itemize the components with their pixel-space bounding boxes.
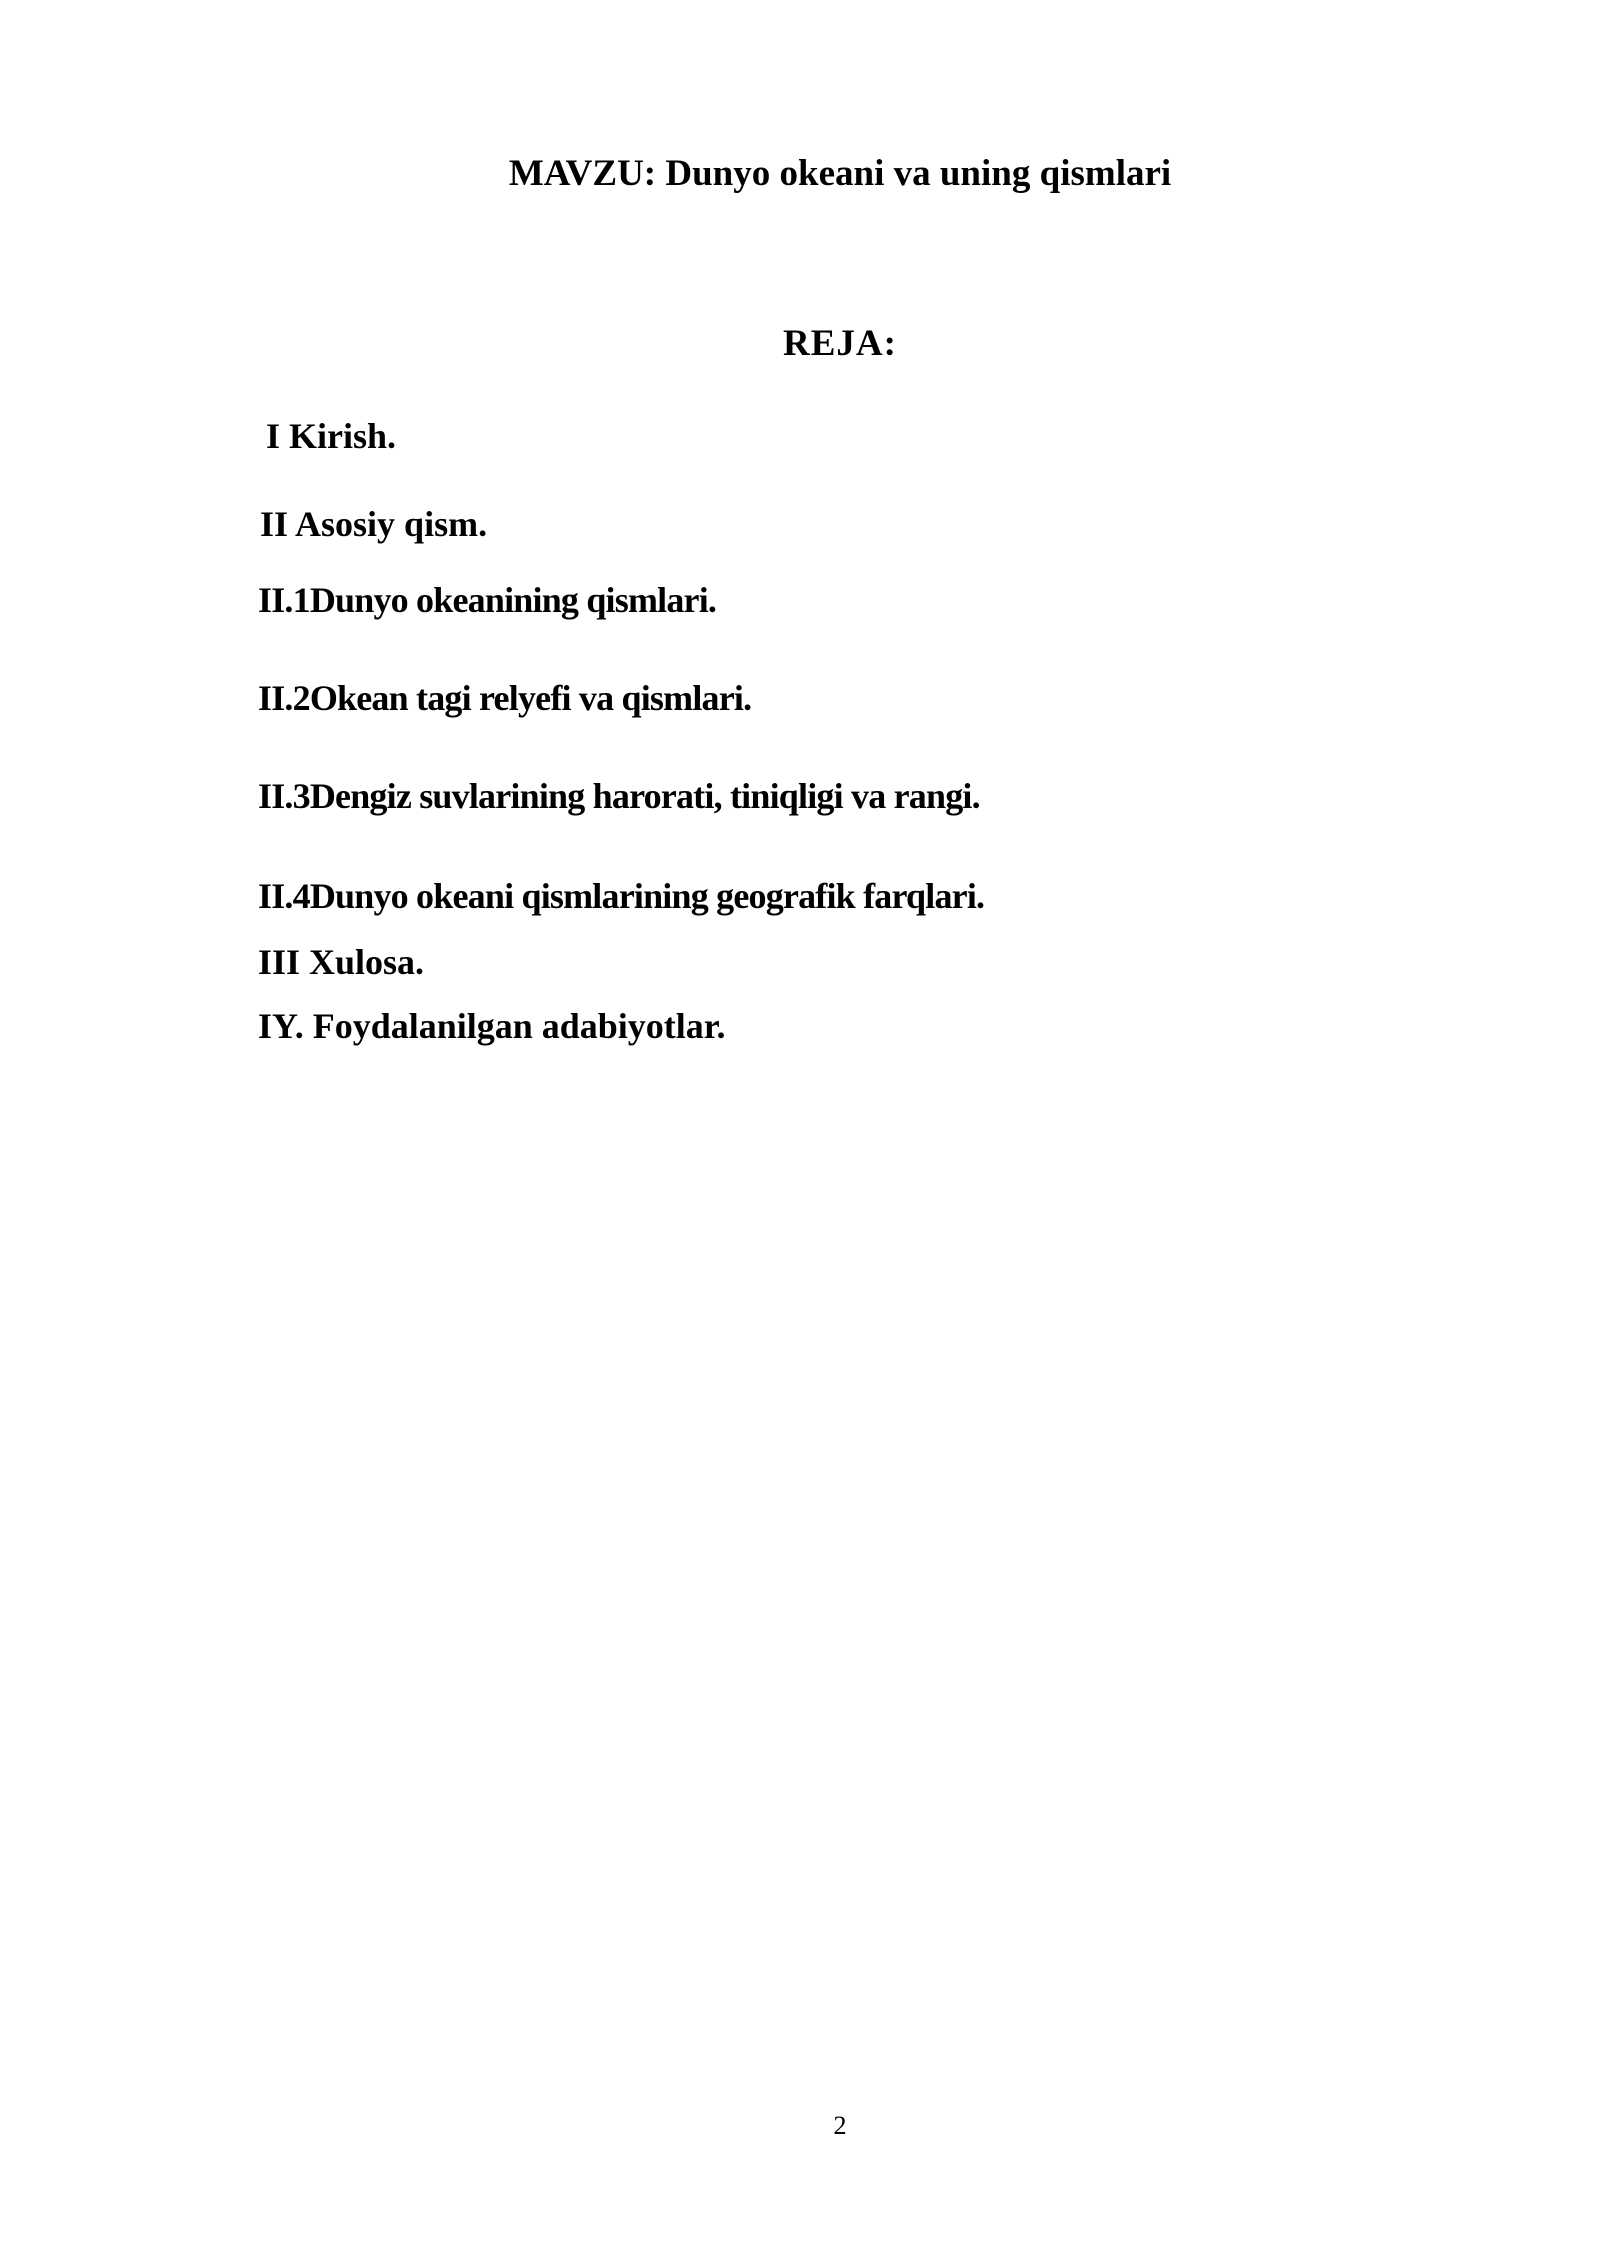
plan-heading: REJA: (783, 323, 897, 364)
page-number: 2 (833, 2111, 847, 2140)
plan-item-references: IY. Foydalanilgan adabiyotlar. (258, 1006, 726, 1046)
plan-item-section-2-4: II.4Dunyo okeani qismlarining geografik farqlari. (258, 876, 985, 916)
plan-item-main-part: II Asosiy qism. (260, 504, 488, 544)
plan-item-section-2-2: II.2Okean tagi relyefi va qismlari. (258, 678, 752, 718)
plan-item-introduction: I Kirish. (266, 416, 397, 456)
plan-item-section-2-1: II.1Dunyo okeanining qismlari. (258, 580, 717, 620)
plan-item-conclusion: III Xulosa. (258, 942, 425, 982)
document-title: MAVZU: Dunyo okeani va uning qismlari (508, 153, 1172, 194)
plan-item-section-2-3: II.3Dengiz suvlarining harorati, tiniqligi va rangi. (258, 776, 980, 816)
